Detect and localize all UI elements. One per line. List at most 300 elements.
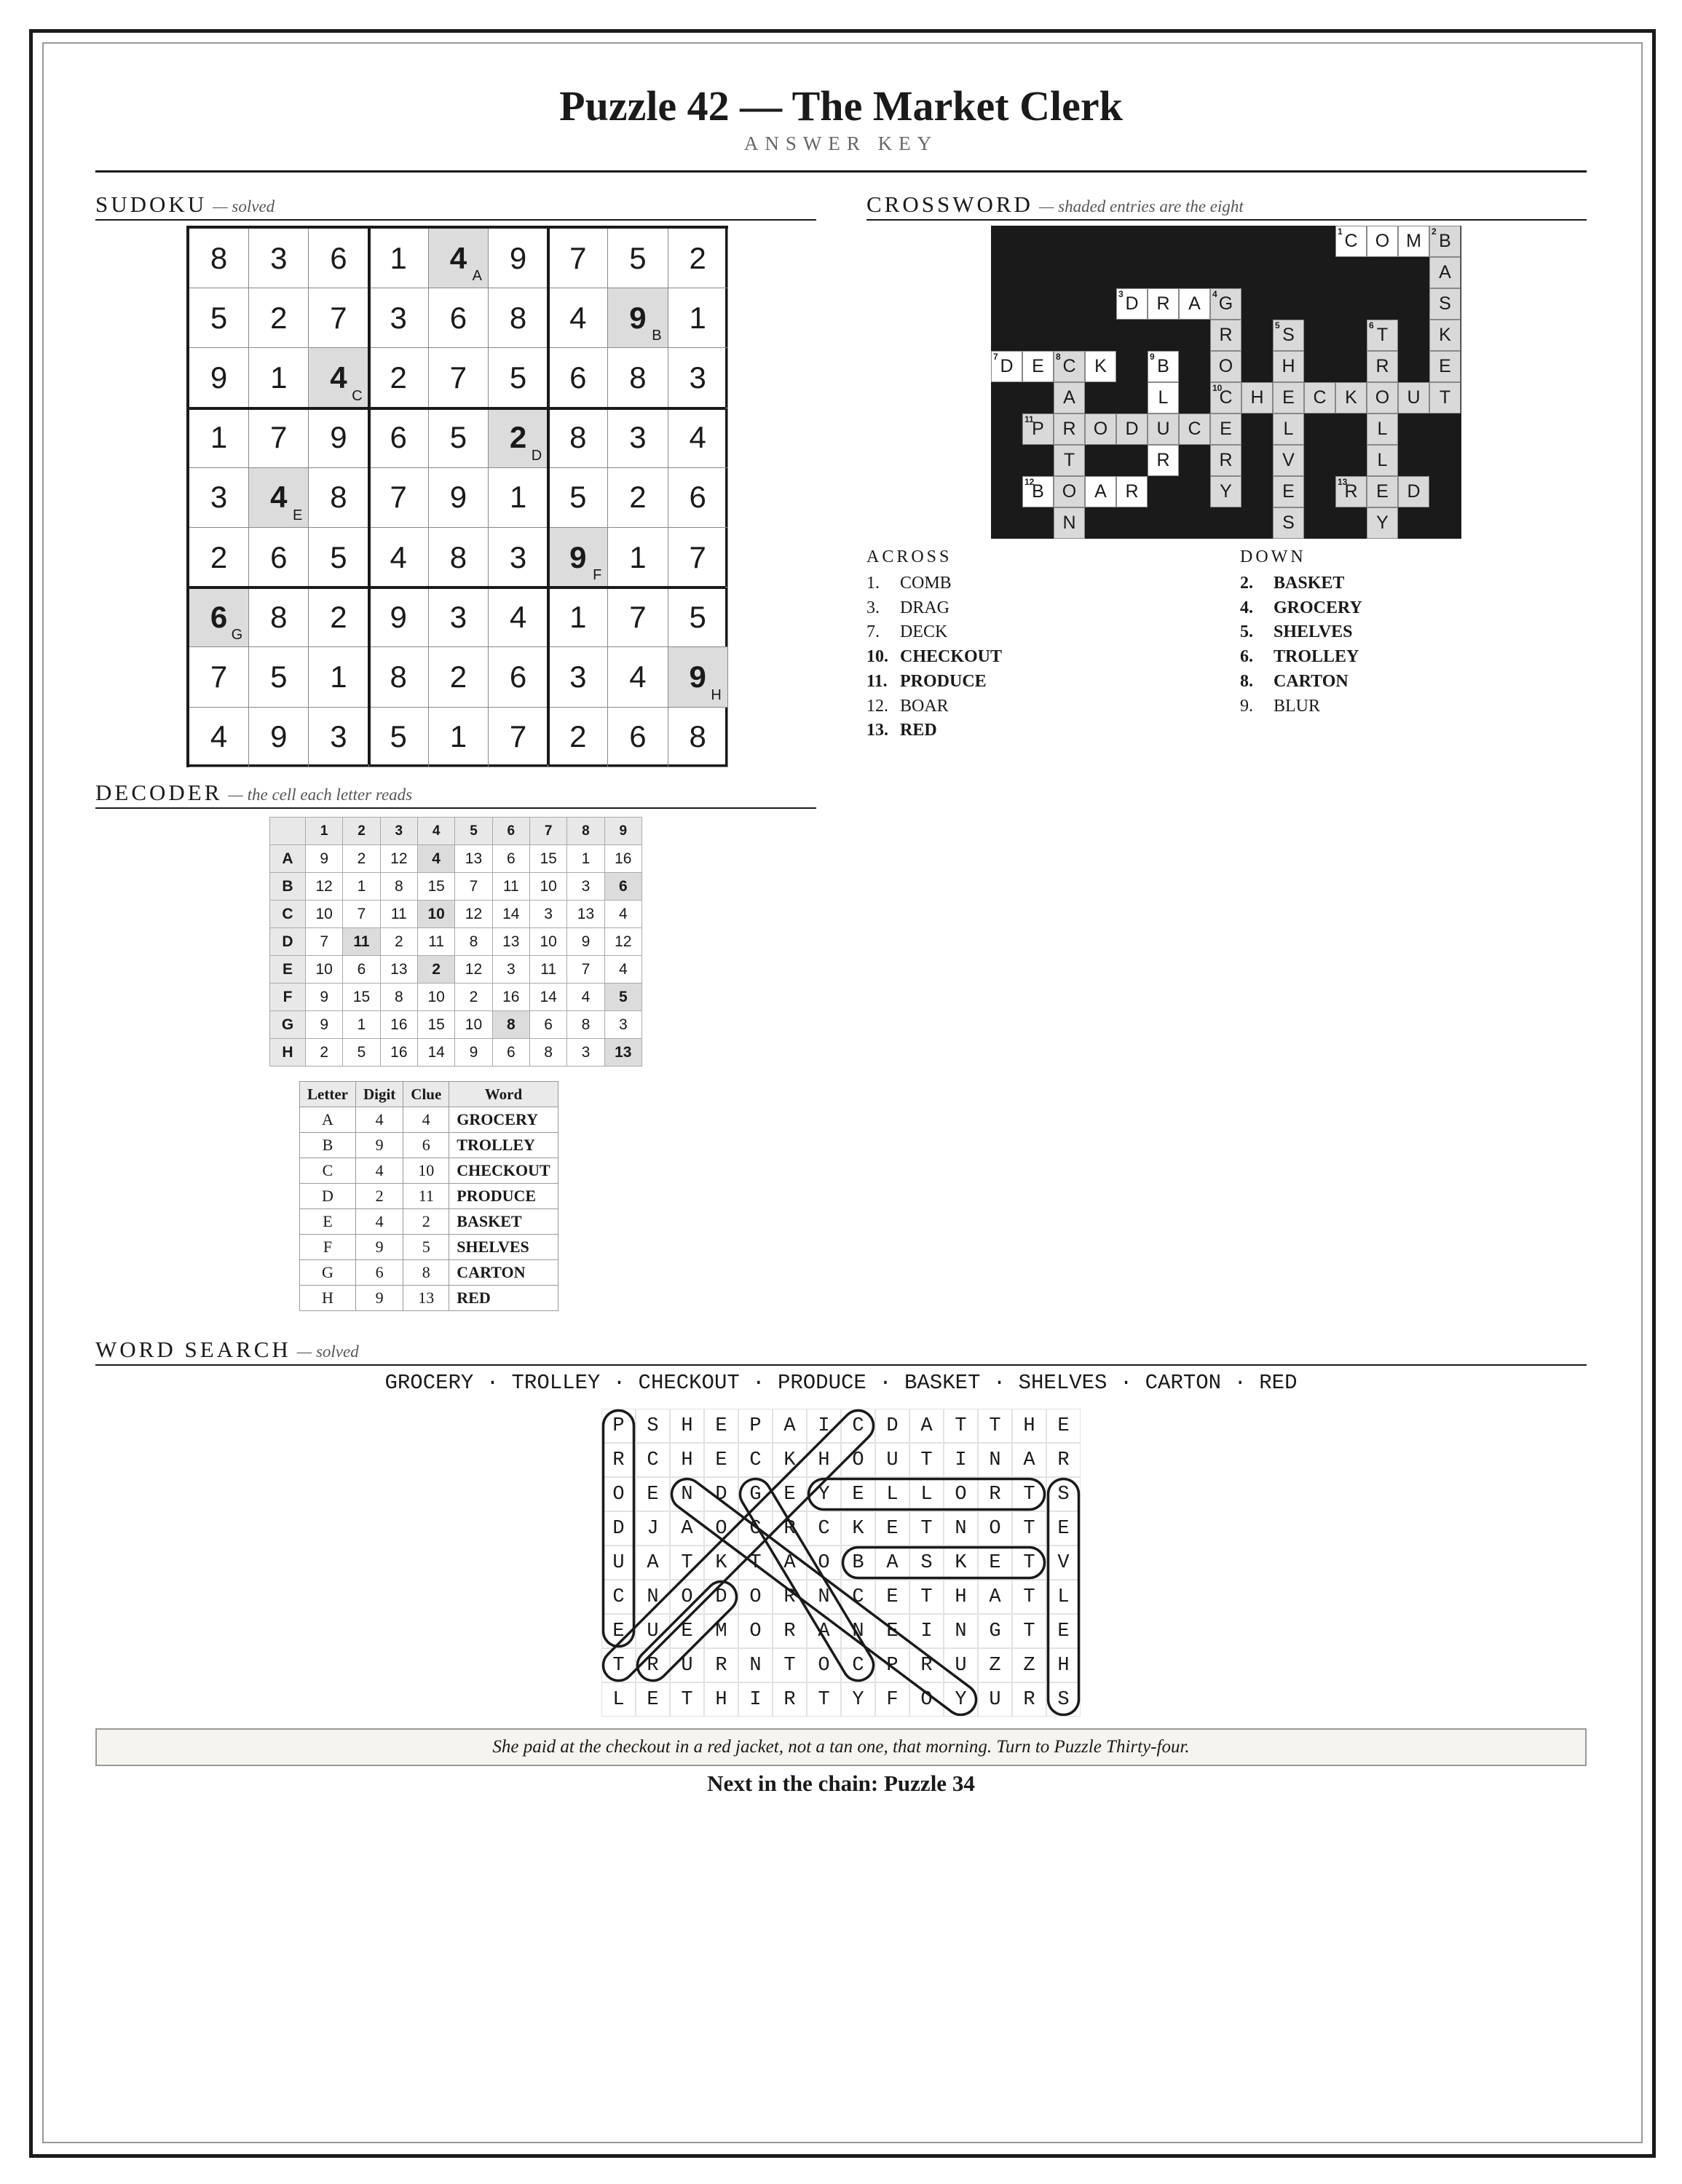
sudoku-cell — [608, 708, 668, 767]
sudoku-box-line — [189, 586, 725, 589]
decoder-cell: 6 — [343, 956, 380, 984]
sudoku-box-line — [547, 229, 550, 764]
sudoku-cell — [668, 229, 728, 288]
decoder-cell: 10 — [455, 1011, 492, 1039]
crossword-cell — [1085, 414, 1116, 445]
sudoku-digit: 5 — [569, 480, 587, 515]
decoder-cell: 10 — [529, 873, 566, 901]
sudoku-cell — [369, 408, 429, 468]
crossword-cell — [1085, 351, 1116, 382]
crossword-letter: E — [1376, 481, 1389, 502]
decoder-cell: 10 — [529, 928, 566, 956]
decoder-cell: 7 — [343, 901, 380, 928]
crossword-cell — [1054, 414, 1085, 445]
wordsearch-letter: O — [601, 1477, 636, 1511]
sudoku-cell — [249, 647, 309, 707]
message-box: She paid at the checkout in a red jacket, not a tan one, that morning. Turn to Puzzle Thirty-four. — [95, 1728, 1587, 1766]
wordsearch-letter: S — [1046, 1477, 1081, 1511]
wordsearch-letter: K — [841, 1511, 875, 1546]
sudoku-digit: 9 — [689, 659, 706, 694]
crossword-letter: E — [1282, 387, 1295, 408]
word-loop — [1049, 1479, 1079, 1715]
crossword-grid — [991, 226, 1461, 539]
clue-word: BASKET — [1274, 574, 1345, 593]
crossword-cell — [1367, 226, 1398, 257]
wordsearch-letter: N — [841, 1614, 875, 1648]
decoder-row-header: G — [270, 1011, 306, 1039]
sudoku-cell — [668, 587, 728, 647]
decoder-row-header: C — [270, 901, 306, 928]
wordsearch-letter: U — [978, 1682, 1012, 1717]
sudoku-digit: 7 — [210, 659, 228, 694]
down-clue — [1240, 598, 1362, 618]
decoder-cell: 2 — [380, 928, 417, 956]
crossword-cell — [1273, 351, 1304, 382]
crossword-cell — [1116, 476, 1148, 507]
clue-number: 2. — [1240, 574, 1253, 593]
answer-cell: C — [300, 1158, 356, 1184]
wordsearch-letter: U — [601, 1546, 636, 1580]
clue-word: RED — [900, 721, 937, 740]
across-clue — [866, 697, 949, 716]
clue-number: 5. — [1240, 622, 1253, 642]
answer-table — [299, 1081, 558, 1311]
sudoku-cell — [429, 348, 489, 408]
wordsearch-letter: R — [704, 1648, 738, 1682]
wordsearch-letter: H — [944, 1580, 978, 1614]
wordsearch-letter: S — [1046, 1682, 1081, 1717]
crossword-cell — [1398, 476, 1429, 507]
wordsearch-letter: T — [944, 1409, 978, 1443]
sudoku-digit: 5 — [390, 719, 407, 754]
sudoku-digit: 7 — [270, 420, 288, 455]
crossword-letter: L — [1283, 419, 1294, 439]
crossword-cell — [1210, 382, 1241, 414]
decoder-cell: 8 — [567, 1011, 604, 1039]
decoder-cell: 15 — [343, 984, 380, 1011]
wordsearch-letter: T — [978, 1409, 1012, 1443]
crossword-cell — [1210, 320, 1241, 351]
wordsearch-letter: Y — [807, 1477, 841, 1511]
wordsearch-letter: C — [807, 1511, 841, 1546]
sudoku-section-header — [95, 178, 816, 221]
decoder-cell: 8 — [380, 984, 417, 1011]
decoder-row-header: H — [270, 1039, 306, 1067]
sudoku-cell — [608, 288, 668, 348]
wordsearch-letter: G — [738, 1477, 773, 1511]
sudoku-cell-letter: B — [652, 328, 662, 344]
crossword-cell — [1116, 414, 1148, 445]
sudoku-digit: 6 — [210, 599, 228, 634]
answer-cell: 13 — [403, 1286, 449, 1311]
decoder-section-header — [95, 767, 816, 809]
clue-number: 4. — [1240, 598, 1253, 617]
decoder-cell: 15 — [417, 1011, 454, 1039]
sudoku-cell — [489, 229, 548, 288]
wordsearch-letter: R — [636, 1648, 670, 1682]
wordsearch-letter: E — [841, 1477, 875, 1511]
wordsearch-letter: L — [909, 1477, 944, 1511]
wordsearch-letter: T — [1012, 1614, 1046, 1648]
decoder-cell: 5 — [343, 1039, 380, 1067]
answer-cell: 2 — [355, 1184, 403, 1209]
sudoku-digit: 9 — [270, 719, 288, 754]
clue-number: 11. — [866, 671, 888, 691]
sudoku-heading: SUDOKU — [95, 191, 208, 217]
answer-cell: RED — [449, 1286, 558, 1311]
sudoku-cell — [668, 408, 728, 468]
clue-word: CHECKOUT — [900, 647, 1003, 667]
wordsearch-letter: E — [875, 1580, 909, 1614]
wordsearch-letter: C — [841, 1409, 875, 1443]
sudoku-cell — [489, 708, 548, 767]
wordsearch-letter: R — [773, 1614, 807, 1648]
answer-cell: F — [300, 1235, 356, 1260]
wordsearch-letter: I — [944, 1443, 978, 1477]
sudoku-cell — [189, 708, 249, 767]
crossword-cell — [1429, 288, 1461, 320]
sudoku-digit: 2 — [270, 300, 288, 335]
answer-cell: D — [300, 1184, 356, 1209]
crossword-cell — [1367, 507, 1398, 539]
clue-word: CARTON — [1274, 671, 1349, 691]
sudoku-cell-letter: E — [293, 507, 303, 523]
wordsearch-letter: H — [670, 1409, 704, 1443]
wordsearch-letter: E — [636, 1477, 670, 1511]
wordsearch-letter: E — [704, 1409, 738, 1443]
decoder-cell: 3 — [567, 873, 604, 901]
sudoku-digit: 9 — [569, 539, 587, 574]
answer-cell: CHECKOUT — [449, 1158, 558, 1184]
wordsearch-loops — [601, 1409, 1081, 1716]
across-clue — [866, 721, 937, 740]
crossword-heading: CROSSWORD — [866, 191, 1033, 217]
sudoku-cell — [489, 528, 548, 587]
wordsearch-letter: S — [909, 1546, 944, 1580]
crossword-clue-number: 9 — [1150, 352, 1155, 362]
crossword-section-header — [866, 178, 1587, 221]
crossword-cell — [1210, 288, 1241, 320]
wordsearch-heading: WORD SEARCH — [95, 1337, 291, 1362]
across-clue — [866, 574, 952, 593]
sudoku-cell — [369, 348, 429, 408]
sudoku-cell — [489, 587, 548, 647]
crossword-letter: H — [1250, 387, 1264, 408]
wordsearch-letter: U — [944, 1648, 978, 1682]
wordsearch-letter: H — [1012, 1409, 1046, 1443]
clue-word: DRAG — [900, 598, 950, 617]
decoder-cell: 2 — [306, 1039, 343, 1067]
sudoku-cell — [249, 587, 309, 647]
wordsearch-note: — solved — [296, 1342, 359, 1361]
wordsearch-letter: O — [807, 1648, 841, 1682]
wordsearch-letter: T — [773, 1648, 807, 1682]
wordsearch-letter: R — [601, 1443, 636, 1477]
crossword-cell — [1210, 414, 1241, 445]
sudoku-digit: 9 — [210, 360, 228, 395]
wordsearch-letter: A — [670, 1511, 704, 1546]
crossword-clue-number: 2 — [1432, 226, 1437, 237]
sudoku-cell — [608, 468, 668, 528]
wordsearch-letter: H — [670, 1443, 704, 1477]
decoder-column-header: 6 — [492, 818, 529, 845]
crossword-letter: S — [1439, 293, 1451, 314]
sudoku-cell — [489, 408, 548, 468]
wordsearch-letter: U — [875, 1443, 909, 1477]
crossword-letter: O — [1218, 356, 1233, 376]
sudoku-digit: 2 — [330, 599, 347, 634]
clue-number: 13. — [866, 721, 888, 740]
crossword-letter: N — [1062, 513, 1076, 533]
sudoku-cell — [309, 348, 368, 408]
answer-cell: B — [300, 1133, 356, 1158]
decoder-cell: 3 — [567, 1039, 604, 1067]
sudoku-cell — [489, 647, 548, 707]
sudoku-cell — [249, 288, 309, 348]
word-loop — [843, 1548, 1045, 1578]
sudoku-cell — [668, 528, 728, 587]
word-list: GROCERY · TROLLEY · CHECKOUT · PRODUCE · BASKET · SHELVES · CARTON · RED — [384, 1371, 1298, 1395]
decoder-cell: 1 — [343, 1011, 380, 1039]
answer-cell: CARTON — [449, 1260, 558, 1286]
sudoku-digit: 4 — [330, 360, 347, 395]
decoder-cell: 9 — [306, 845, 343, 873]
sudoku-digit: 5 — [330, 539, 347, 574]
wordsearch-letter: I — [807, 1409, 841, 1443]
wordsearch-letter: O — [944, 1477, 978, 1511]
sudoku-cell — [429, 288, 489, 348]
next-puzzle-line: Next in the chain: Puzzle 34 — [707, 1770, 975, 1796]
wordsearch-letter: Z — [1012, 1648, 1046, 1682]
answer-cell: A — [300, 1107, 356, 1133]
down-heading: DOWN — [1240, 547, 1306, 566]
crossword-cell — [1429, 382, 1461, 414]
decoder-cell: 14 — [492, 901, 529, 928]
sudoku-digit: 4 — [629, 659, 647, 694]
wordsearch-letter: T — [807, 1682, 841, 1717]
sudoku-digit: 1 — [509, 480, 527, 515]
crossword-clue-number: 8 — [1056, 352, 1061, 362]
decoder-cell: 13 — [492, 928, 529, 956]
wordsearch-letter: F — [875, 1682, 909, 1717]
crossword-clue-number: 11 — [1024, 414, 1034, 424]
crossword-cell — [1367, 382, 1398, 414]
decoder-cell: 8 — [529, 1039, 566, 1067]
decoder-cell: 3 — [529, 901, 566, 928]
crossword-letter: D — [1407, 481, 1421, 502]
crossword-letter: B — [1157, 356, 1169, 376]
sudoku-cell — [189, 229, 249, 288]
sudoku-digit: 5 — [270, 659, 288, 694]
sudoku-digit: 8 — [449, 539, 467, 574]
down-clue — [1240, 697, 1320, 716]
sudoku-digit: 3 — [449, 599, 467, 634]
wordsearch-letter: G — [978, 1614, 1012, 1648]
crossword-letter: B — [1439, 231, 1451, 251]
page-subtitle: ANSWER KEY — [743, 132, 939, 154]
wordsearch-letter: J — [636, 1511, 670, 1546]
wordsearch-letter: O — [670, 1580, 704, 1614]
wordsearch-letter: Y — [841, 1682, 875, 1717]
decoder-cell: 7 — [306, 928, 343, 956]
sudoku-cell — [249, 468, 309, 528]
crossword-letter: L — [1158, 387, 1169, 408]
wordsearch-letter: M — [704, 1614, 738, 1648]
sudoku-cell — [189, 288, 249, 348]
decoder-cell: 6 — [492, 1039, 529, 1067]
crossword-cell — [1273, 445, 1304, 476]
crossword-letter: T — [1063, 450, 1075, 470]
sudoku-digit: 3 — [210, 480, 228, 515]
wordsearch-letter: R — [773, 1511, 807, 1546]
sudoku-digit: 9 — [390, 599, 407, 634]
wordsearch-letter: L — [601, 1682, 636, 1717]
wordsearch-letter: Z — [978, 1648, 1012, 1682]
decoder-cell: 11 — [492, 873, 529, 901]
answer-cell: 4 — [355, 1158, 403, 1184]
decoder-column-header: 7 — [529, 818, 566, 845]
decoder-column-header: 3 — [380, 818, 417, 845]
crossword-cell — [1085, 476, 1116, 507]
wordsearch-letter: N — [636, 1580, 670, 1614]
crossword-letter: Y — [1220, 481, 1232, 502]
decoder-cell: 8 — [492, 1011, 529, 1039]
sudoku-cell — [489, 468, 548, 528]
wordsearch-letter: A — [807, 1614, 841, 1648]
wordsearch-letter: C — [738, 1511, 773, 1546]
wordsearch-letter: T — [909, 1511, 944, 1546]
sudoku-digit: 9 — [629, 300, 647, 335]
sudoku-digit: 4 — [210, 719, 228, 754]
decoder-cell: 9 — [306, 1011, 343, 1039]
wordsearch-letter: D — [704, 1477, 738, 1511]
sudoku-cell — [309, 708, 368, 767]
crossword-cell — [1367, 320, 1398, 351]
sudoku-digit: 7 — [689, 539, 706, 574]
crossword-clue-number: 13 — [1338, 477, 1348, 487]
page-title: Puzzle 42 — The Market Clerk — [559, 82, 1123, 130]
crossword-letter: R — [1156, 293, 1170, 314]
sudoku-digit: 2 — [569, 719, 587, 754]
crossword-cell — [1367, 351, 1398, 382]
wordsearch-letter: R — [773, 1682, 807, 1717]
crossword-cell — [1273, 507, 1304, 539]
sudoku-digit: 2 — [390, 360, 407, 395]
answer-cell: 2 — [403, 1209, 449, 1235]
decoder-cell: 7 — [567, 956, 604, 984]
sudoku-digit: 3 — [330, 719, 347, 754]
crossword-letter: Y — [1376, 513, 1389, 533]
decoder-column-header: 1 — [306, 818, 343, 845]
answer-cell: 4 — [355, 1107, 403, 1133]
decoder-cell: 14 — [529, 984, 566, 1011]
decoder-row-header: D — [270, 928, 306, 956]
decoder-column-header: 9 — [604, 818, 641, 845]
sudoku-digit: 4 — [689, 420, 706, 455]
wordsearch-letter: U — [636, 1614, 670, 1648]
clue-number: 10. — [866, 647, 888, 667]
sudoku-cell — [309, 408, 368, 468]
sudoku-cell-letter: A — [472, 268, 482, 285]
decoder-corner — [270, 818, 306, 845]
sudoku-digit: 1 — [629, 539, 647, 574]
wordsearch-letter: O — [738, 1580, 773, 1614]
wordsearch-letter: L — [1046, 1580, 1081, 1614]
decoder-cell: 13 — [455, 845, 492, 873]
decoder-cell: 2 — [343, 845, 380, 873]
wordsearch-letter: K — [773, 1443, 807, 1477]
wordsearch-letter: C — [841, 1580, 875, 1614]
crossword-letter: V — [1282, 450, 1295, 470]
crossword-letter: R — [1125, 481, 1139, 502]
crossword-letter: T — [1439, 387, 1451, 408]
wordsearch-letter: O — [841, 1443, 875, 1477]
across-clue — [866, 622, 947, 642]
sudoku-digit: 7 — [629, 599, 647, 634]
sudoku-cell — [189, 647, 249, 707]
sudoku-cell — [548, 647, 608, 707]
crossword-cell — [1054, 382, 1085, 414]
crossword-cell — [1398, 226, 1429, 257]
wordsearch-letter: D — [704, 1580, 738, 1614]
wordsearch-letter: D — [601, 1511, 636, 1546]
wordsearch-letter: E — [978, 1546, 1012, 1580]
crossword-letter: U — [1407, 387, 1421, 408]
wordsearch-letter: T — [601, 1648, 636, 1682]
crossword-cell — [1429, 351, 1461, 382]
crossword-cell — [1429, 257, 1461, 288]
sudoku-digit: 7 — [330, 300, 347, 335]
sudoku-digit: 1 — [569, 599, 587, 634]
wordsearch-letter: O — [978, 1511, 1012, 1546]
decoder-cell: 10 — [417, 984, 454, 1011]
wordsearch-letter: C — [841, 1648, 875, 1682]
crossword-cell — [1210, 445, 1241, 476]
decoder-cell: 13 — [380, 956, 417, 984]
crossword-cell — [1367, 476, 1398, 507]
decoder-row-header: B — [270, 873, 306, 901]
decoder-cell: 4 — [604, 956, 641, 984]
sudoku-digit: 6 — [449, 300, 467, 335]
crossword-letter: C — [1219, 387, 1233, 408]
sudoku-cell — [369, 229, 429, 288]
decoder-cell: 2 — [417, 956, 454, 984]
sudoku-cell — [189, 348, 249, 408]
sudoku-cell — [249, 528, 309, 587]
answer-cell: SHELVES — [449, 1235, 558, 1260]
clue-word: TROLLEY — [1274, 647, 1359, 667]
answer-cell: 5 — [403, 1235, 449, 1260]
answer-header: Digit — [355, 1082, 403, 1107]
decoder-cell: 6 — [492, 845, 529, 873]
sudoku-digit: 8 — [629, 360, 647, 395]
crossword-letter: M — [1406, 231, 1421, 251]
crossword-cell — [991, 351, 1022, 382]
decoder-cell: 1 — [343, 873, 380, 901]
sudoku-cell — [548, 229, 608, 288]
crossword-letter: C — [1313, 387, 1327, 408]
wordsearch-letter: H — [1046, 1648, 1081, 1682]
decoder-cell: 2 — [455, 984, 492, 1011]
wordsearch-letter: B — [841, 1546, 875, 1580]
sudoku-cell — [548, 348, 608, 408]
crossword-cell — [1241, 382, 1273, 414]
crossword-letter: K — [1345, 387, 1357, 408]
sudoku-cell — [249, 229, 309, 288]
crossword-letter: R — [1219, 325, 1233, 345]
sudoku-digit: 9 — [449, 480, 467, 515]
answer-header: Word — [449, 1082, 558, 1107]
